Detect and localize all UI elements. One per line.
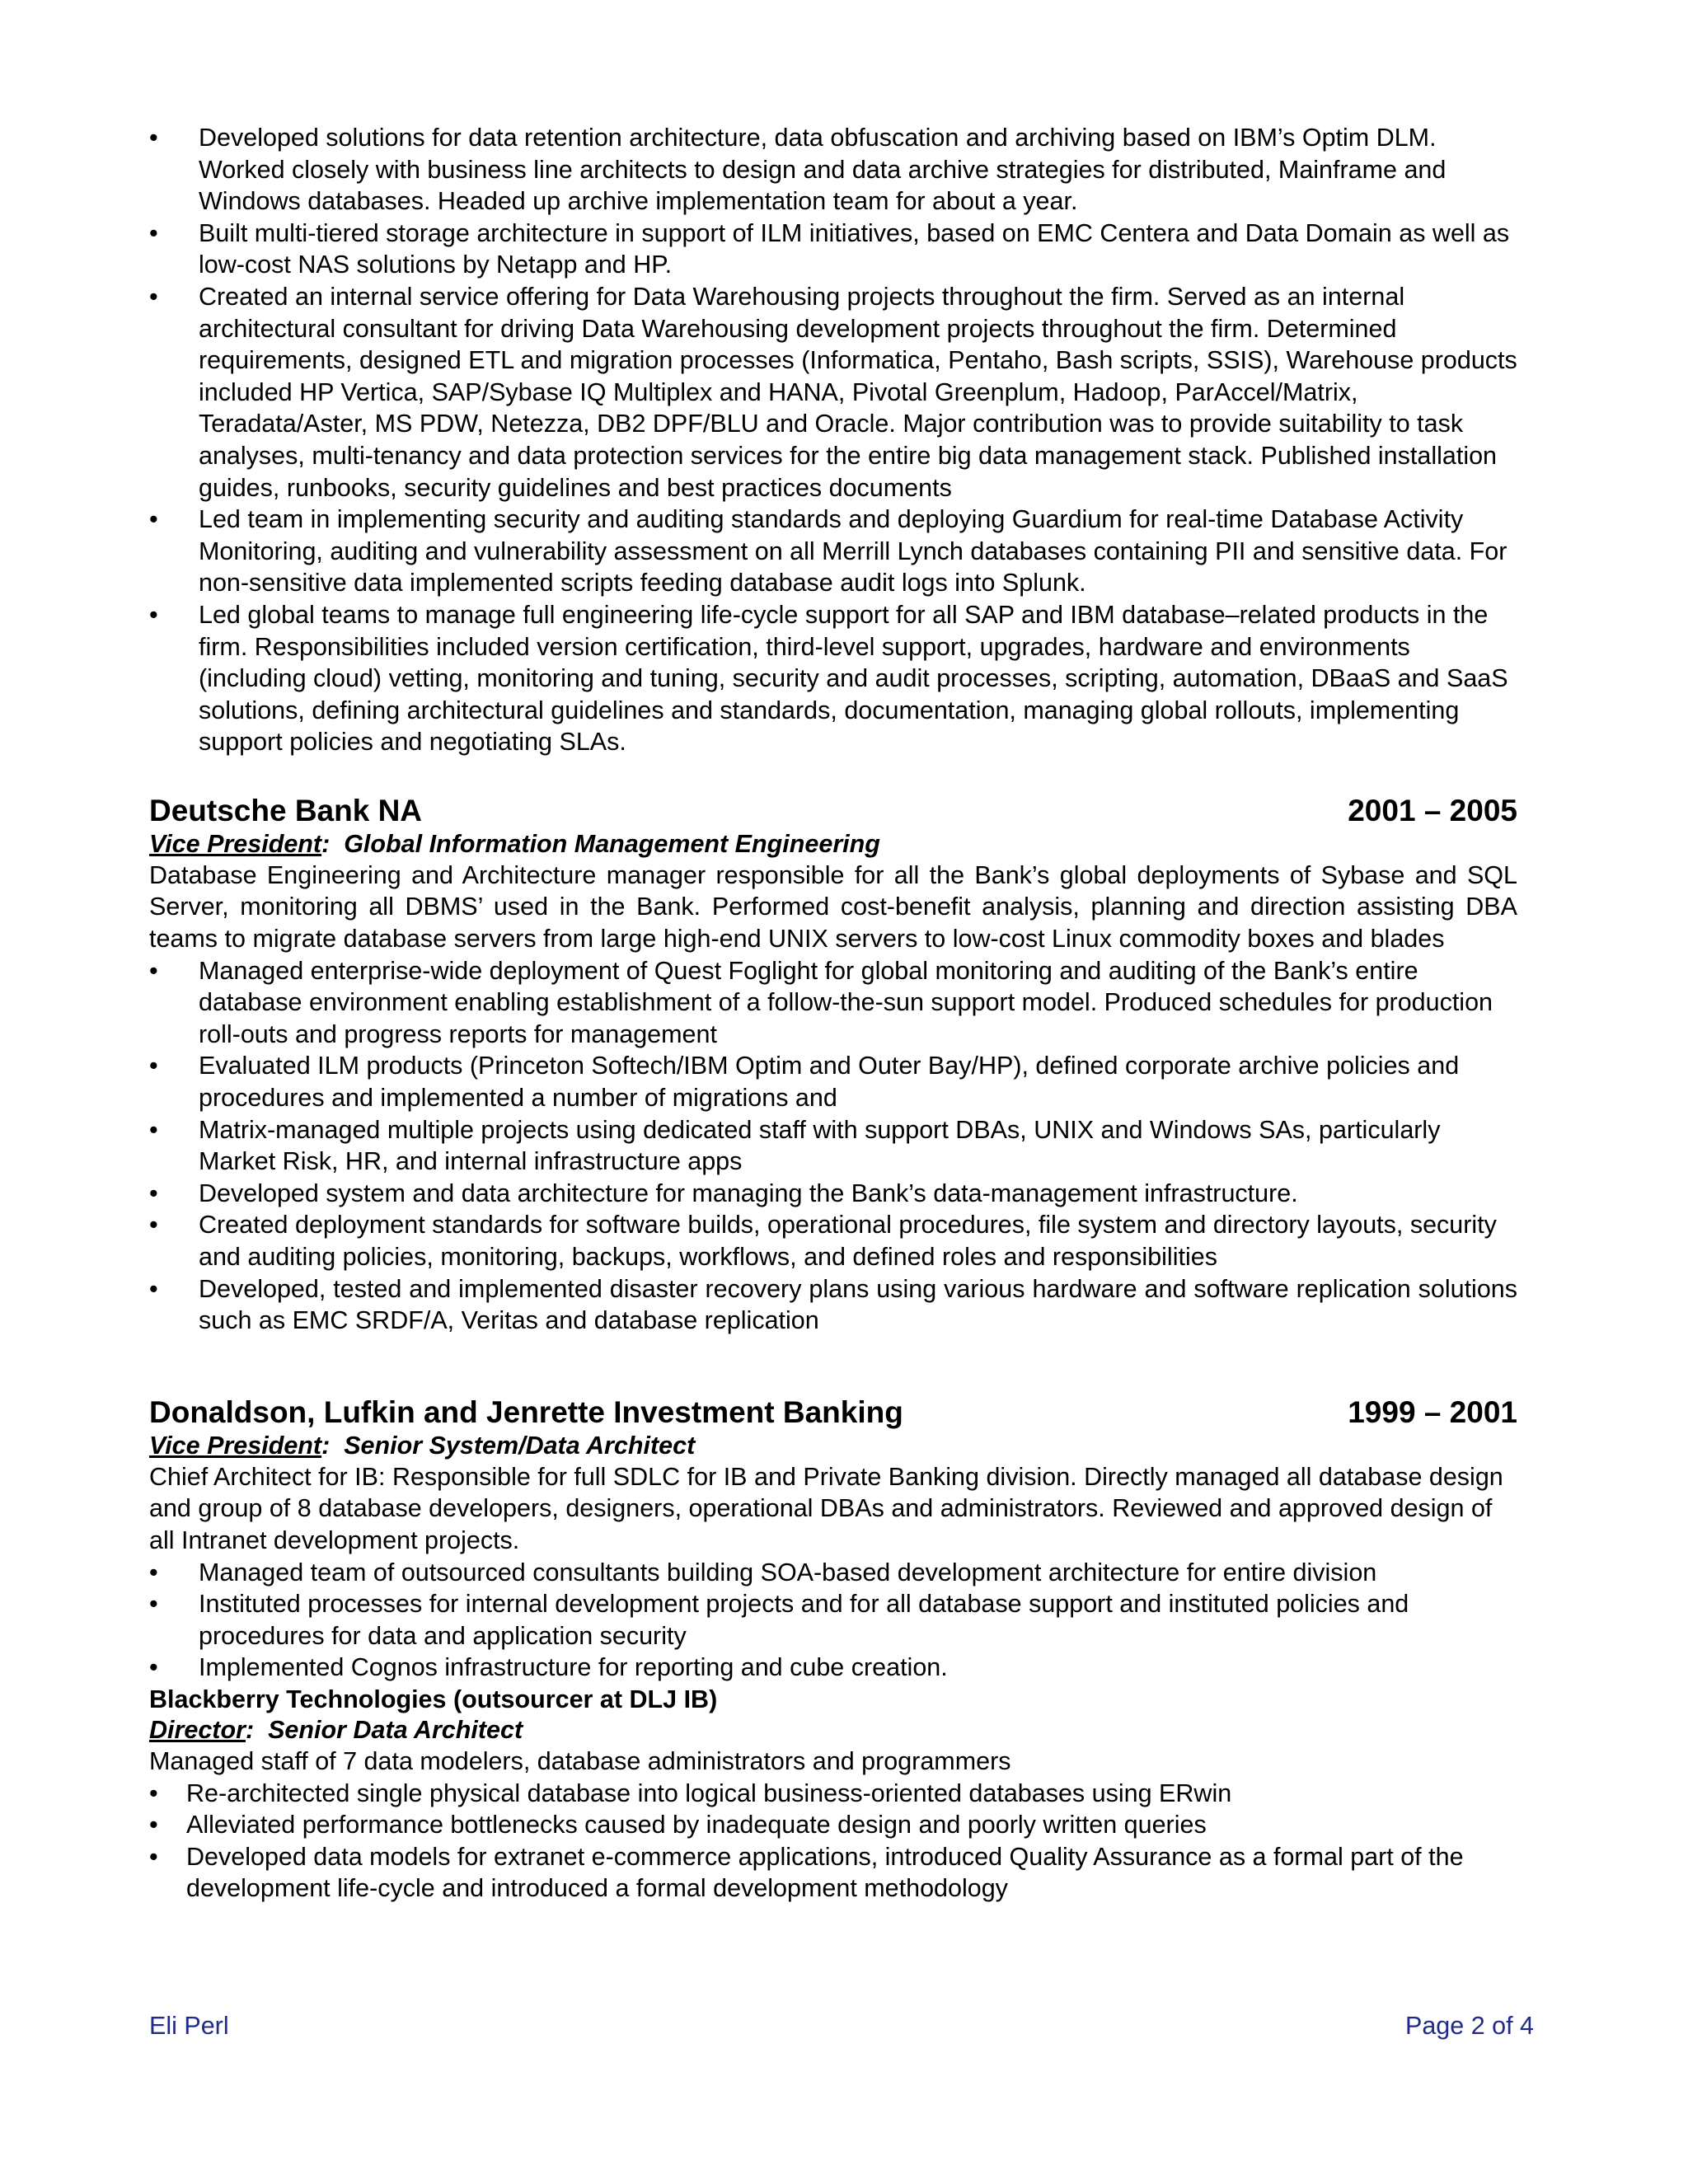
list-item <box>149 955 1517 1051</box>
intro-bullet-list <box>149 122 1517 758</box>
list-item <box>149 281 1517 504</box>
blackberry-bullet-list <box>149 1778 1517 1905</box>
footer-author-name: Eli Perl <box>149 2012 229 2040</box>
bullet-text: Alleviated performance bottlenecks caused by inadequate design and poorly written queries <box>186 1811 1207 1840</box>
page-footer <box>149 2011 1534 2041</box>
bullet-text: Instituted processes for internal development projects and for all database support and instituted policies and procedures for data and application security <box>199 1590 1409 1650</box>
list-item <box>149 1809 1517 1841</box>
bullet-text: Created deployment standards for software builds, operational procedures, file system and directory layouts, security and auditing policies, monitoring, backups, workflows, and defined roles and responsibilities <box>199 1211 1497 1271</box>
bullet-text: Developed, tested and implemented disaster recovery plans using various hardware and software replication solutions such as EMC SRDF/A, Veritas and database replication <box>199 1274 1517 1335</box>
list-item <box>149 218 1517 281</box>
company-name: Donaldson, Lufkin and Jenrette Investment Banking <box>149 1394 903 1429</box>
list-item <box>149 1557 1517 1589</box>
role-summary: Managed staff of 7 data modelers, database administrators and programmers <box>149 1746 1011 1775</box>
bullet-icon: • <box>149 1779 158 1807</box>
role-line <box>149 1715 1517 1746</box>
sub-company-name: Blackberry Technologies (outsourcer at DLJ IB) <box>149 1685 718 1713</box>
list-item <box>149 504 1517 599</box>
bullet-text: Developed system and data architecture for managing the Bank’s data-management infrastructure. <box>199 1179 1298 1207</box>
list-item <box>149 1652 1517 1684</box>
list-item <box>149 1273 1517 1337</box>
section-header <box>149 1394 1517 1431</box>
resume-page <box>149 122 1517 1905</box>
bullet-text: Led team in implementing security and auditing standards and deploying Guardium for real-time Database Activity Monitoring, auditing and vulnerability assessment on all Merrill Lynch databases containing PII and sensitive data. For non-sensitive data implemented scripts feeding database audit logs into Splunk. <box>199 505 1507 598</box>
footer-page-number: Page 2 of 4 <box>1404 2012 1534 2040</box>
bullet-icon: • <box>149 1211 158 1240</box>
bullet-text: Evaluated ILM products (Princeton Softech/IBM Optim and Outer Bay/HP), defined corporate archive policies and procedures and implemented a number of migrations and <box>199 1052 1460 1113</box>
role-title: Vice President <box>149 1431 322 1460</box>
bullet-text: Re-architected single physical database into logical business-oriented databases using ERwin <box>186 1779 1232 1807</box>
employment-years: 1999 – 2001 <box>1348 1394 1517 1429</box>
deutsche-bank-section <box>149 793 1517 1337</box>
bullet-icon: • <box>149 1179 158 1207</box>
list-item <box>149 1114 1517 1178</box>
bullet-icon: • <box>149 124 158 152</box>
bullet-text: Developed data models for extranet e-commerce applications, introduced Quality Assurance as a formal part of the development life-cycle and introduced a formal development methodology <box>186 1842 1464 1903</box>
role-separator: : <box>321 1431 331 1460</box>
list-item <box>149 1050 1517 1113</box>
bullet-icon: • <box>149 1052 158 1080</box>
role-description: Senior Data Architect <box>268 1715 523 1744</box>
list-item <box>149 1841 1517 1905</box>
dlj-bullet-list <box>149 1557 1517 1684</box>
dlj-section <box>149 1394 1517 1684</box>
bullet-icon: • <box>149 600 158 629</box>
role-summary: Database Engineering and Architecture manager responsible for all the Bank’s global deployments of Sybase and SQL Server, monitoring all DBMS’ used in the Bank. Performed cost-benefit analysis, planning and direction assisting DBA teams to migrate database servers from large high-end UNIX servers to low-cost Linux commodity boxes and blades <box>149 860 1517 954</box>
list-item <box>149 1588 1517 1652</box>
role-line <box>149 829 1517 860</box>
bullet-icon: • <box>149 1115 158 1144</box>
bullet-icon: • <box>149 1842 158 1871</box>
role-title: Vice President <box>149 829 322 858</box>
bullet-icon: • <box>149 1653 158 1682</box>
role-title: Director <box>149 1715 246 1744</box>
list-item <box>149 1778 1517 1810</box>
role-description: Senior System/Data Architect <box>344 1431 696 1460</box>
company-name: Deutsche Bank NA <box>149 793 423 827</box>
role-separator: : <box>245 1715 255 1744</box>
bullet-icon: • <box>149 1558 158 1586</box>
bullet-icon: • <box>149 282 158 311</box>
section-header <box>149 793 1517 829</box>
bullet-text: Implemented Cognos infrastructure for reporting and cube creation. <box>199 1653 948 1682</box>
list-item <box>149 1178 1517 1210</box>
bullet-text: Created an internal service offering for Data Warehousing projects throughout the firm. Served as an internal architectural consultant for driving Data Warehousing development projects throughout the firm. Determined requirements, designed ETL and migration processes (Informatica, Pentaho, Bash scripts, SSIS), Warehouse products included HP Vertica, SAP/Sybase IQ Multiplex and HANA, Pivotal Greenplum, Hadoop, ParAccel/Matrix, Teradata/Aster, MS PDW, Netezza, DB2 DPF/BLU and Oracle. Major contribution was to provide suitability to task analyses, multi-tenancy and data protection services for the entire big data management stack. Published installation guides, runbooks, security guidelines and best practices documents <box>199 282 1517 502</box>
role-description: Global Information Management Engineering <box>344 829 880 858</box>
deutsche-bullet-list <box>149 955 1517 1337</box>
bullet-icon: • <box>149 1274 158 1303</box>
employment-years: 2001 – 2005 <box>1348 793 1517 827</box>
bullet-text: Managed team of outsourced consultants building SOA-based development architecture for entire division <box>199 1558 1377 1586</box>
list-item <box>149 1209 1517 1272</box>
role-separator: : <box>321 829 331 858</box>
bullet-icon: • <box>149 505 158 534</box>
bullet-icon: • <box>149 956 158 985</box>
bullet-text: Developed solutions for data retention architecture, data obfuscation and archiving based on IBM’s Optim DLM. Worked closely with business line architects to design and data archive strategies for distributed, Mainframe and Windows databases. Headed up archive implementation team for about a year. <box>199 124 1447 216</box>
bullet-icon: • <box>149 218 158 247</box>
blackberry-section <box>149 1684 1517 1905</box>
bullet-text: Matrix-managed multiple projects using dedicated staff with support DBAs, UNIX and Windows SAs, particularly Market Risk, HR, and internal infrastructure apps <box>199 1115 1441 1176</box>
role-line <box>149 1431 1517 1461</box>
list-item <box>149 122 1517 218</box>
bullet-text: Led global teams to manage full engineering life-cycle support for all SAP and IBM database–related products in the firm. Responsibilities included version certification, third-level support, upgrades, hardware and environments (including cloud) vetting, monitoring and tuning, security and audit processes, scripting, automation, DBaaS and SaaS solutions, defining architectural guidelines and standards, documentation, managing global rollouts, implementing support policies and negotiating SLAs. <box>199 600 1508 757</box>
bullet-text: Managed enterprise-wide deployment of Quest Foglight for global monitoring and auditing of the Bank’s entire database environment enabling establishment of a follow-the-sun support model. Produced schedules for production roll-outs and progress reports for management <box>199 956 1493 1048</box>
bullet-icon: • <box>149 1590 158 1619</box>
role-summary: Chief Architect for IB: Responsible for full SDLC for IB and Private Banking division. Directly managed all database design and group of 8 database developers, designers, operational DBAs and administrators. Reviewed and approved design of all Intranet development projects. <box>149 1462 1503 1554</box>
bullet-icon: • <box>149 1811 158 1840</box>
list-item <box>149 599 1517 758</box>
bullet-text: Built multi-tiered storage architecture in support of ILM initiatives, based on EMC Centera and Data Domain as well as low-cost NAS solutions by Netapp and HP. <box>199 218 1510 279</box>
